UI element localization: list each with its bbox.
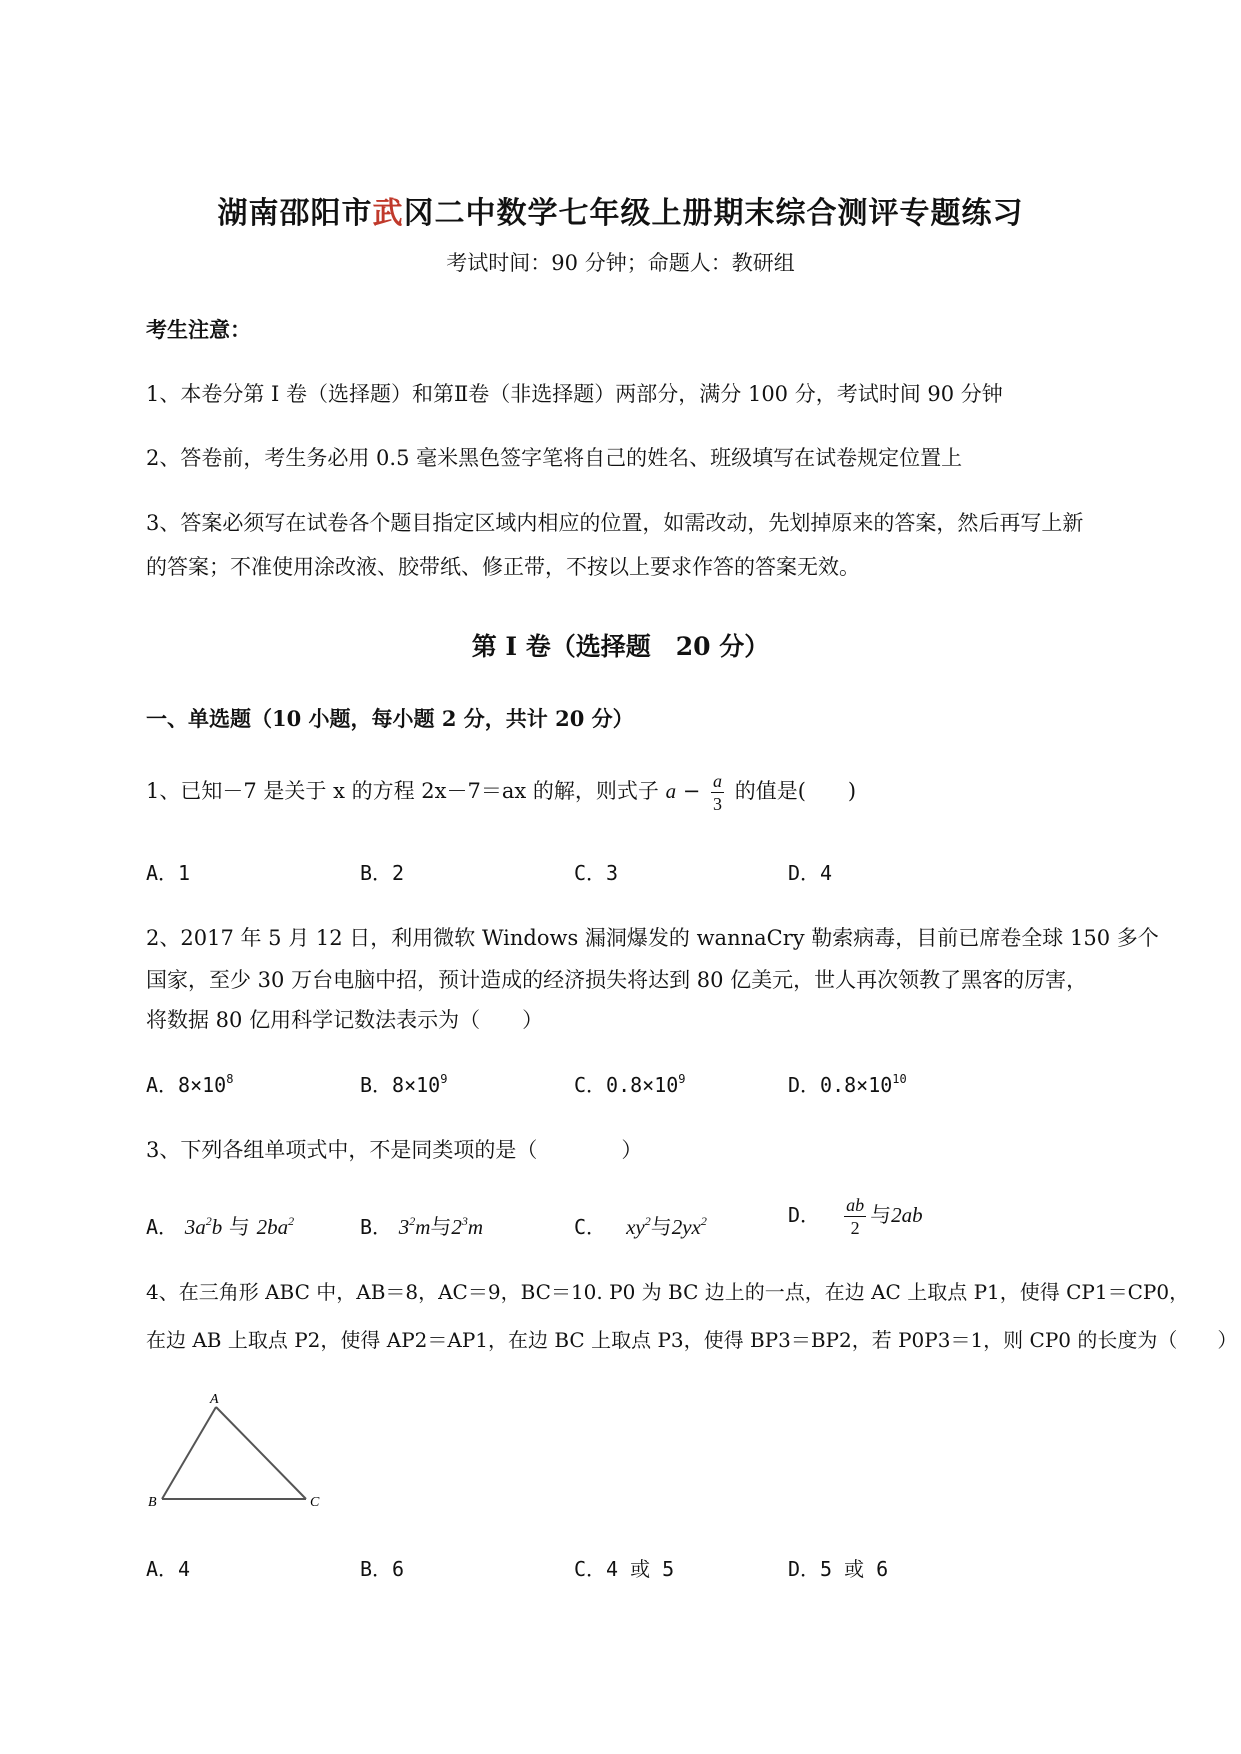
question-2-line-1: 2、2017 年 5 月 12 日，利用微软 Windows 漏洞爆发的 wannaCry 勒索病毒，目前已席卷全球 150 多个 [146,926,1159,950]
notice-item-3: 3、答案必须写在试卷各个题目指定区域内相应的位置，如需改动，先划掉原来的答案，然后再写上新 [146,511,1084,535]
question-3-option-c: C． $xy^2$与$2yx^2$ [574,1214,707,1239]
page-title: 湖南邵阳市武冈二中数学七年级上册期末综合测评专题练习 [217,196,1024,231]
question-2-option-a: A．$8\times 10^8$ [146,1072,234,1097]
vertex-label-a: A [210,1393,219,1407]
question-3-option-b: B． $3^2m$与$2^3m$ [360,1214,484,1239]
question-4-line-2: 在边 AB 上取点 P2，使得 AP2＝AP1，在边 BC 上取点 P3，使得 BP3＝BP2，若 P0P3＝1，则 CP0 的长度为（ ） [146,1328,1238,1352]
question-4-line-1: 4、在三角形 ABC 中，AB＝8，AC＝9，BC＝10. P0 为 BC 边上的一点，在边 AC 上取点 P1，使得 CP1＝CP0， [146,1280,1190,1304]
question-1-option-a: A．1 [146,861,191,885]
notice-item-2: 2、答卷前，考生务必用 0.5 毫米黑色签字笔将自己的姓名、班级填写在试卷规定位置上 [146,446,963,470]
triangle-figure [148,1393,328,1513]
notice-heading: 考生注意： [146,317,251,342]
edge-ab [162,1407,216,1499]
question-4-option-c: C．4 或 5 [574,1557,675,1581]
question-1-option-c: C．3 [574,861,619,885]
question-3-stem: 3、下列各组单项式中，不是同类项的是（ ） [146,1138,643,1162]
question-1-option-b: B．2 [360,861,405,885]
section-title: 第 I 卷（选择题 20 分） [471,632,770,661]
question-1-option-d: D．4 [788,861,833,885]
exam-subtitle: 考试时间：90 分钟；命题人：教研组 [446,251,795,275]
edge-ac [216,1407,306,1499]
part-title: 一、单选题（10 小题，每小题 2 分，共计 20 分） [146,706,634,731]
vertex-label-b: B [148,1495,157,1510]
question-2-option-d: D．$0.8\times 10^{10}$ [788,1072,907,1097]
question-4-option-b: B．6 [360,1557,405,1581]
notice-item-3-cont: 的答案；不准使用涂改液、胶带纸、修正带，不按以上要求作答的答案无效。 [146,555,860,579]
question-3-option-a: A． $3a^2b$ 与 $2ba^2$ [146,1214,295,1239]
title-highlight: 武 [372,196,404,231]
question-3-option-d: D． $\frac{ab}{2}$ 与2ab [788,1195,923,1238]
question-4-option-a: A．4 [146,1557,191,1581]
question-2-option-b: B．$8\times 10^9$ [360,1072,448,1097]
question-4-option-d: D．5 或 6 [788,1557,889,1581]
question-2-line-2: 国家，至少 30 万台电脑中招，预计造成的经济损失将达到 80 亿美元，世人再次领教了黑客的厉害， [146,968,1088,992]
vertex-label-c: C [310,1495,320,1510]
question-1-stem: 1、已知－7 是关于 x 的方程 2x－7＝ax 的解，则式子 a − $\frac{a}{3}$ 的值是( ) [146,771,857,814]
question-2-option-c: C．$0.8\times 10^9$ [574,1072,686,1097]
question-2-line-3: 将数据 80 亿用科学记数法表示为（ ） [146,1008,544,1032]
fraction: $\frac{ab}{2}$ [846,1195,865,1238]
notice-item-1: 1、本卷分第 I 卷（选择题）和第Ⅱ卷（非选择题）两部分，满分 100 分，考试时间 90 分钟 [146,382,1003,406]
fraction: $\frac{a}{3}$ [713,771,723,814]
